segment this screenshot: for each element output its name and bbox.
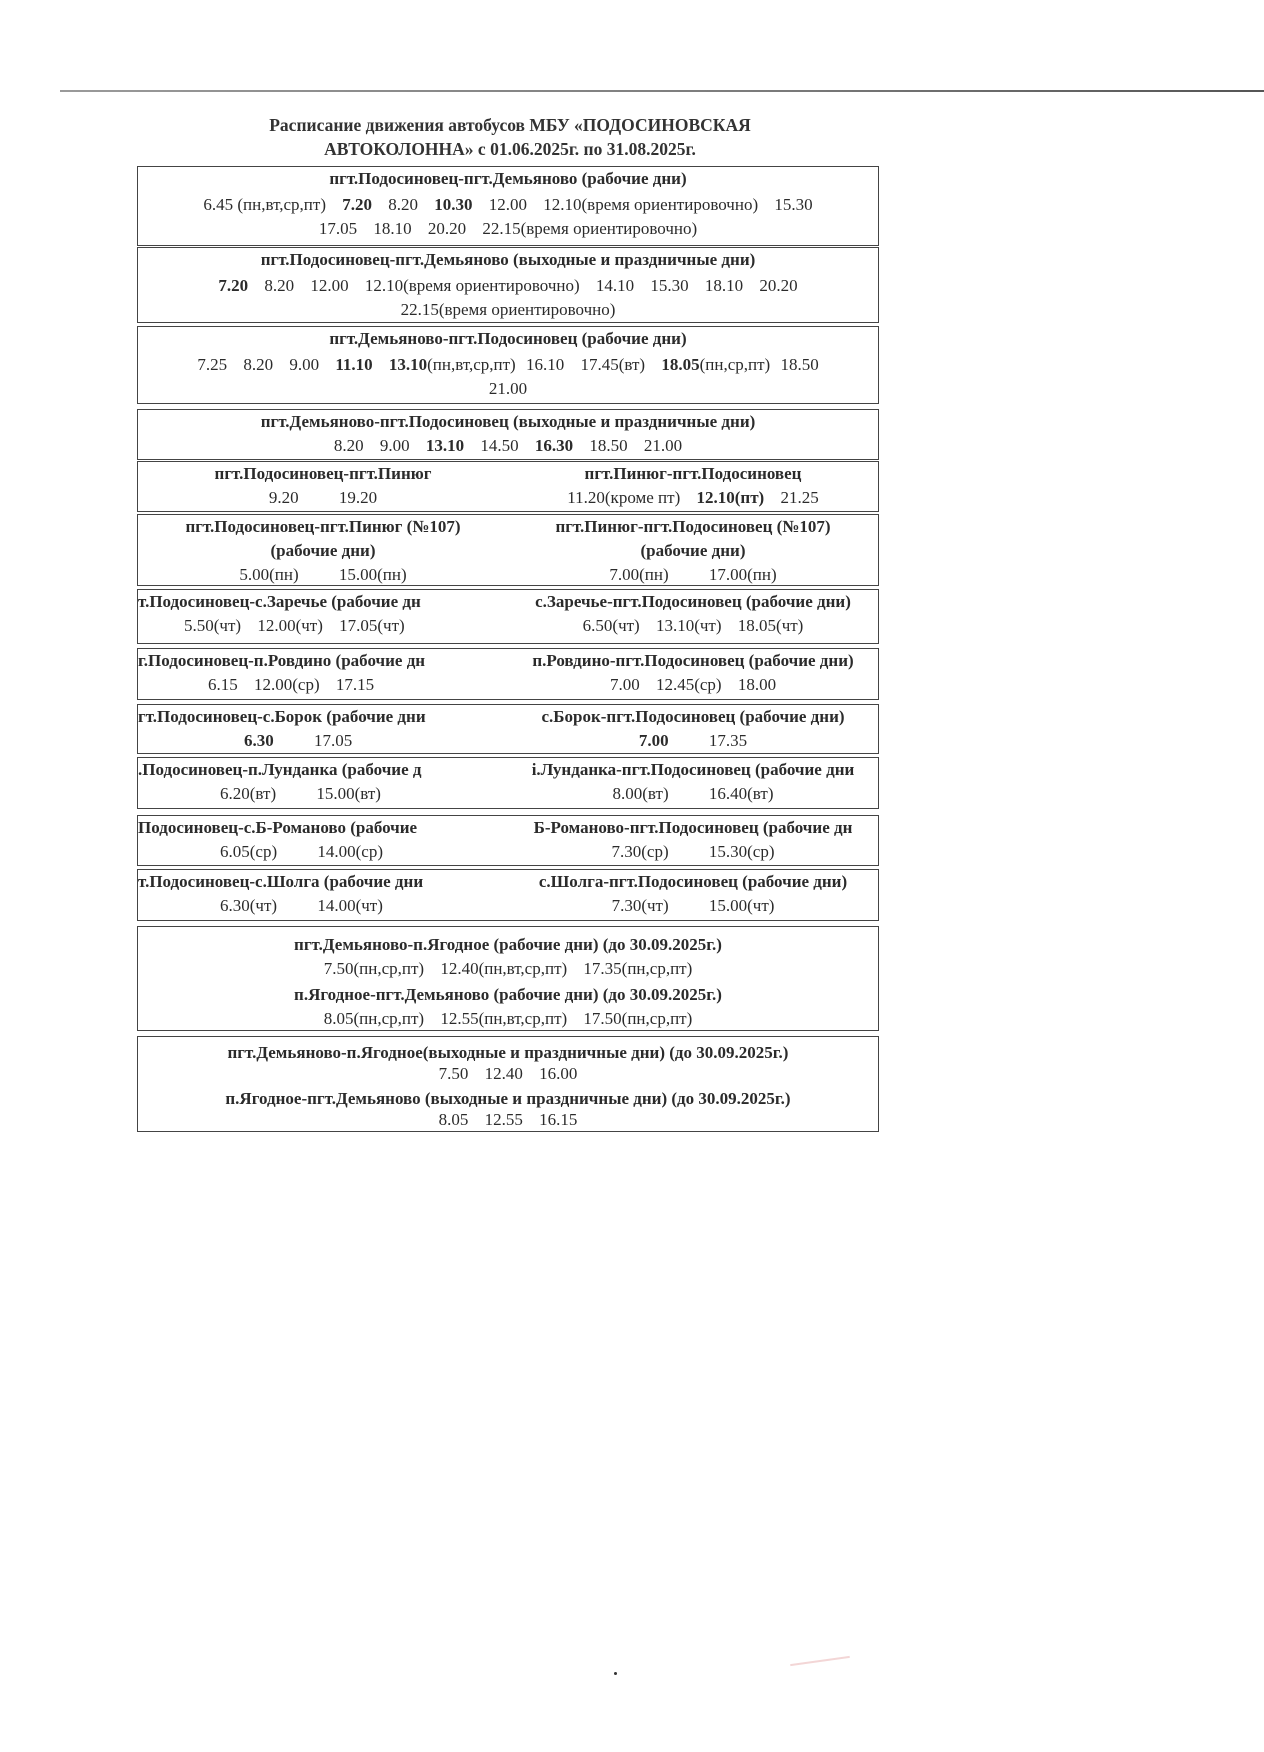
time-entry: 9.00 bbox=[289, 355, 320, 374]
time-entry: 15.30 bbox=[650, 276, 689, 295]
route-podosinovets-lundanka bbox=[137, 757, 879, 809]
route-podosinovets-pinyug-107 bbox=[137, 514, 879, 586]
time-entry: 16.10 bbox=[525, 355, 565, 374]
direction-return bbox=[508, 515, 878, 585]
time-entry: 16.40(вт) bbox=[708, 784, 774, 803]
time-entry: 17.35(пн,ср,пт) bbox=[583, 959, 693, 978]
route-heading: п.Ягодное-пгт.Демьяново (выходные и праздничные дни) (до 30.09.2025г.) bbox=[225, 1089, 791, 1108]
route-heading: Подосиновец-с.Б-Романово (рабочие bbox=[138, 818, 418, 837]
time-entry: 12.55 bbox=[484, 1110, 523, 1129]
times-row bbox=[138, 673, 508, 697]
time-entry: 7.50(пн,ср,пт) bbox=[323, 959, 425, 978]
time-entry: 19.20 bbox=[338, 488, 378, 507]
route-heading: пгт.Подосиновец-пгт.Демьяново (рабочие дни) bbox=[329, 169, 687, 188]
time-entry: 13.10(чт) bbox=[655, 616, 722, 635]
time-entry: 5.00(пн) bbox=[239, 565, 299, 584]
times-row bbox=[138, 193, 878, 217]
route-demyanovo-podosinovets-weekdays bbox=[137, 326, 879, 404]
times-row bbox=[138, 729, 508, 753]
direction-return bbox=[508, 590, 878, 643]
times-row bbox=[138, 1007, 878, 1031]
time-entry: 6.30 bbox=[244, 731, 274, 750]
route-podosinovets-demyanovo-weekdays bbox=[137, 166, 879, 246]
time-entry: 11.20(кроме пт) bbox=[567, 488, 681, 507]
time-entry: 18.50 bbox=[589, 436, 628, 455]
times-row bbox=[508, 894, 878, 918]
time-entry: 12.10(пт) bbox=[696, 488, 765, 507]
route-heading: пгт.Демьяново-п.Ягодное(выходные и праздничные дни) (до 30.09.2025г.) bbox=[227, 1043, 789, 1062]
time-entry: 17.00(пн) bbox=[708, 565, 777, 584]
direction-outbound bbox=[138, 870, 508, 920]
times-row bbox=[138, 1065, 878, 1083]
title-line-1: Расписание движения автобусов МБУ «ПОДОСИНОВСКАЯ bbox=[269, 115, 751, 135]
route-demyanovo-yagodnoe-weekdays bbox=[137, 926, 879, 1031]
time-entry: 6.45 (пн,вт,ср,пт) bbox=[203, 195, 326, 214]
document-title bbox=[140, 113, 880, 161]
times-row bbox=[138, 782, 508, 806]
route-heading: пгт.Пинюг-пгт.Подосиновец (№107) bbox=[555, 517, 831, 536]
direction-outbound bbox=[138, 705, 508, 753]
time-entry: 18.00 bbox=[737, 675, 777, 694]
time-entry: 12.10(время ориентировочно) bbox=[364, 276, 580, 295]
time-entry: 7.00 bbox=[638, 731, 669, 750]
time-entry: 8.20 bbox=[333, 436, 364, 455]
route-heading: т.Подосиновец-с.Заречье (рабочие дн bbox=[138, 592, 421, 611]
time-entry: 8.05(пн,ср,пт) bbox=[323, 1009, 425, 1028]
time-entry: 15.00(пн) bbox=[338, 565, 407, 584]
route-heading: с.Борок-пгт.Подосиновец (рабочие дни) bbox=[541, 707, 845, 726]
times-row bbox=[138, 1111, 878, 1129]
time-entry: 17.05 bbox=[314, 731, 353, 750]
route-heading: пгт.Демьяново-п.Ягодное (рабочие дни) (до 30.09.2025г.) bbox=[294, 935, 722, 954]
times-row: 21.00 bbox=[488, 379, 528, 398]
time-entry: 8.05 bbox=[438, 1110, 469, 1129]
time-entry: 14.00(ср) bbox=[317, 842, 383, 861]
route-podosinovets-borok bbox=[137, 704, 879, 754]
direction-outbound bbox=[138, 649, 508, 699]
time-entry: 13.10 bbox=[425, 436, 465, 455]
time-entry bbox=[389, 353, 516, 377]
times-row bbox=[138, 217, 878, 241]
route-heading: пгт.Демьяново-пгт.Подосиновец (рабочие дни) bbox=[329, 329, 687, 348]
time-entry: 6.20(вт) bbox=[220, 784, 277, 803]
time-entry: 22.15(время ориентировочно) bbox=[482, 219, 698, 238]
time-entry: 9.00 bbox=[379, 436, 410, 455]
times-row bbox=[508, 840, 878, 864]
time-entry: 8.20 bbox=[243, 355, 274, 374]
route-heading: пгт.Пинюг-пгт.Подосиновец bbox=[584, 464, 802, 483]
route-podosinovets-zarechye bbox=[137, 589, 879, 644]
time-entry: 16.15 bbox=[539, 1110, 578, 1129]
direction-outbound bbox=[138, 515, 508, 585]
times-row bbox=[138, 274, 878, 298]
direction-outbound bbox=[138, 462, 508, 511]
route-heading: Б-Романово-пгт.Подосиновец (рабочие дн bbox=[533, 818, 853, 837]
direction-return bbox=[508, 870, 878, 920]
time-entry: 6.50(чт) bbox=[582, 616, 640, 635]
time-entry: 18.05(чт) bbox=[737, 616, 804, 635]
direction-return bbox=[508, 758, 878, 808]
time-entry: 12.00 bbox=[488, 195, 527, 214]
time-entry: 17.45(вт) bbox=[580, 355, 646, 374]
time-entry: 21.00 bbox=[643, 436, 683, 455]
route-heading: г.Подосиновец-п.Ровдино (рабочие дн bbox=[138, 651, 426, 670]
direction-return bbox=[508, 462, 878, 511]
time-entry: 17.15 bbox=[335, 675, 375, 694]
time-value: 13.10 bbox=[388, 355, 428, 374]
route-heading: с.Шолга-пгт.Подосиновец (рабочие дни) bbox=[538, 872, 848, 891]
time-entry: 12.10(время ориентировочно) bbox=[543, 195, 759, 214]
scan-mark bbox=[790, 1656, 850, 1666]
time-entry: 18.10 bbox=[373, 219, 412, 238]
time-entry: 12.55(пн,вт,ср,пт) bbox=[440, 1009, 568, 1028]
route-podosinovets-b-romanovo bbox=[137, 815, 879, 866]
route-subheading: (рабочие дни) bbox=[270, 541, 376, 560]
time-entry: 14.10 bbox=[595, 276, 635, 295]
route-heading: с.Заречье-пгт.Подосиновец (рабочие дни) bbox=[535, 592, 851, 611]
times-row bbox=[508, 486, 878, 510]
route-heading: гт.Подосиновец-с.Борок (рабочие дни bbox=[138, 707, 426, 726]
time-entry: 8.00(вт) bbox=[612, 784, 669, 803]
times-row bbox=[508, 563, 878, 585]
route-subheading: (рабочие дни) bbox=[640, 541, 746, 560]
time-entry: 7.00 bbox=[609, 675, 640, 694]
time-entry: 5.50(чт) bbox=[184, 616, 242, 635]
route-podosinovets-demyanovo-holidays bbox=[137, 247, 879, 323]
times-row: 22.15(время ориентировочно) bbox=[400, 300, 616, 319]
title-line-2: АВТОКОЛОННА» с 01.06.2025г. по 31.08.2025г. bbox=[324, 139, 696, 159]
time-entry: 12.40 bbox=[484, 1064, 523, 1083]
time-entry: 7.20 bbox=[342, 195, 372, 214]
time-entry: 6.30(чт) bbox=[220, 896, 278, 915]
time-entry: 18.50 bbox=[780, 355, 819, 374]
route-heading: пгт.Подосиновец-пгт.Пинюг bbox=[214, 464, 432, 483]
time-entry: 7.30(ср) bbox=[611, 842, 669, 861]
route-heading: пгт.Подосиновец-пгт.Демьяново (выходные и праздничные дни) bbox=[260, 250, 756, 269]
time-entry: 8.20 bbox=[388, 195, 418, 214]
time-entry: 15.30(ср) bbox=[708, 842, 775, 861]
time-entry: 6.15 bbox=[208, 675, 238, 694]
direction-return bbox=[508, 816, 878, 865]
time-entry: 7.30(чт) bbox=[611, 896, 669, 915]
route-podosinovets-rovdino bbox=[137, 648, 879, 700]
route-demyanovo-podosinovets-holidays bbox=[137, 409, 879, 460]
route-podosinovets-pinyug bbox=[137, 461, 879, 512]
time-entry: 12.45(ср) bbox=[655, 675, 722, 694]
scan-dot bbox=[614, 1672, 617, 1675]
times-row bbox=[138, 353, 878, 377]
time-entry: 6.05(ср) bbox=[220, 842, 278, 861]
time-days: (пн,ср,пт) bbox=[699, 355, 771, 374]
time-entry: 17.35 bbox=[708, 731, 748, 750]
time-entry: 17.05(чт) bbox=[339, 616, 405, 635]
time-entry: 12.00(чт) bbox=[257, 616, 323, 635]
time-entry bbox=[661, 353, 770, 377]
route-heading: п.Ягодное-пгт.Демьяново (рабочие дни) (до 30.09.2025г.) bbox=[294, 985, 722, 1004]
times-row bbox=[138, 563, 508, 585]
time-entry: 17.05 bbox=[318, 219, 358, 238]
time-entry: 18.10 bbox=[704, 276, 744, 295]
time-entry: 20.20 bbox=[759, 276, 798, 295]
time-entry: 8.20 bbox=[264, 276, 295, 295]
time-entry: 9.20 bbox=[268, 488, 299, 507]
direction-outbound bbox=[138, 816, 508, 865]
time-entry: 12.40(пн,вт,ср,пт) bbox=[440, 959, 568, 978]
time-entry: 21.25 bbox=[780, 488, 819, 507]
time-entry: 7.50 bbox=[438, 1064, 469, 1083]
times-row bbox=[508, 782, 878, 806]
direction-outbound bbox=[138, 758, 508, 808]
route-podosinovets-sholga bbox=[137, 869, 879, 921]
scan-edge-line bbox=[60, 90, 1264, 92]
times-row bbox=[138, 486, 508, 510]
route-demyanovo-yagodnoe-holidays bbox=[137, 1036, 879, 1132]
time-entry: 16.00 bbox=[539, 1064, 578, 1083]
time-entry: 17.50(пн,ср,пт) bbox=[583, 1009, 693, 1028]
time-entry: 15.30 bbox=[774, 195, 813, 214]
times-row bbox=[508, 614, 878, 638]
time-entry: 20.20 bbox=[427, 219, 467, 238]
route-heading: п.Ровдино-пгт.Подосиновец (рабочие дни) bbox=[532, 651, 854, 670]
direction-return bbox=[508, 705, 878, 753]
time-entry: 11.10 bbox=[335, 355, 373, 374]
time-entry: 16.30 bbox=[534, 436, 574, 455]
times-row bbox=[138, 614, 508, 638]
times-row bbox=[138, 840, 508, 864]
time-entry: 12.00(ср) bbox=[254, 675, 320, 694]
time-entry: 7.25 bbox=[197, 355, 228, 374]
route-heading: пгт.Демьяново-пгт.Подосиновец (выходные и праздничные дни) bbox=[260, 412, 756, 431]
time-entry: 7.00(пн) bbox=[609, 565, 669, 584]
times-row bbox=[138, 434, 878, 458]
time-entry: 7.20 bbox=[218, 276, 249, 295]
time-entry: 12.00 bbox=[310, 276, 349, 295]
route-heading: .Подосиновец-п.Лунданка (рабочие д bbox=[138, 760, 422, 779]
route-heading: т.Подосиновец-с.Шолга (рабочие дни bbox=[138, 872, 424, 891]
time-value: 18.05 bbox=[661, 355, 700, 374]
times-row bbox=[138, 957, 878, 981]
direction-outbound bbox=[138, 590, 508, 643]
times-row bbox=[508, 729, 878, 753]
direction-return bbox=[508, 649, 878, 699]
time-days: (пн,вт,ср,пт) bbox=[427, 355, 516, 374]
time-entry: 10.30 bbox=[434, 195, 473, 214]
time-entry: 14.50 bbox=[480, 436, 519, 455]
route-heading: пгт.Подосиновец-пгт.Пинюг (№107) bbox=[185, 517, 461, 536]
time-entry: 15.00(чт) bbox=[708, 896, 775, 915]
time-entry: 14.00(чт) bbox=[317, 896, 383, 915]
route-heading: і.Лунданка-пгт.Подосиновец (рабочие дни bbox=[531, 760, 855, 779]
times-row bbox=[138, 894, 508, 918]
times-row bbox=[508, 673, 878, 697]
time-entry: 15.00(вт) bbox=[316, 784, 381, 803]
